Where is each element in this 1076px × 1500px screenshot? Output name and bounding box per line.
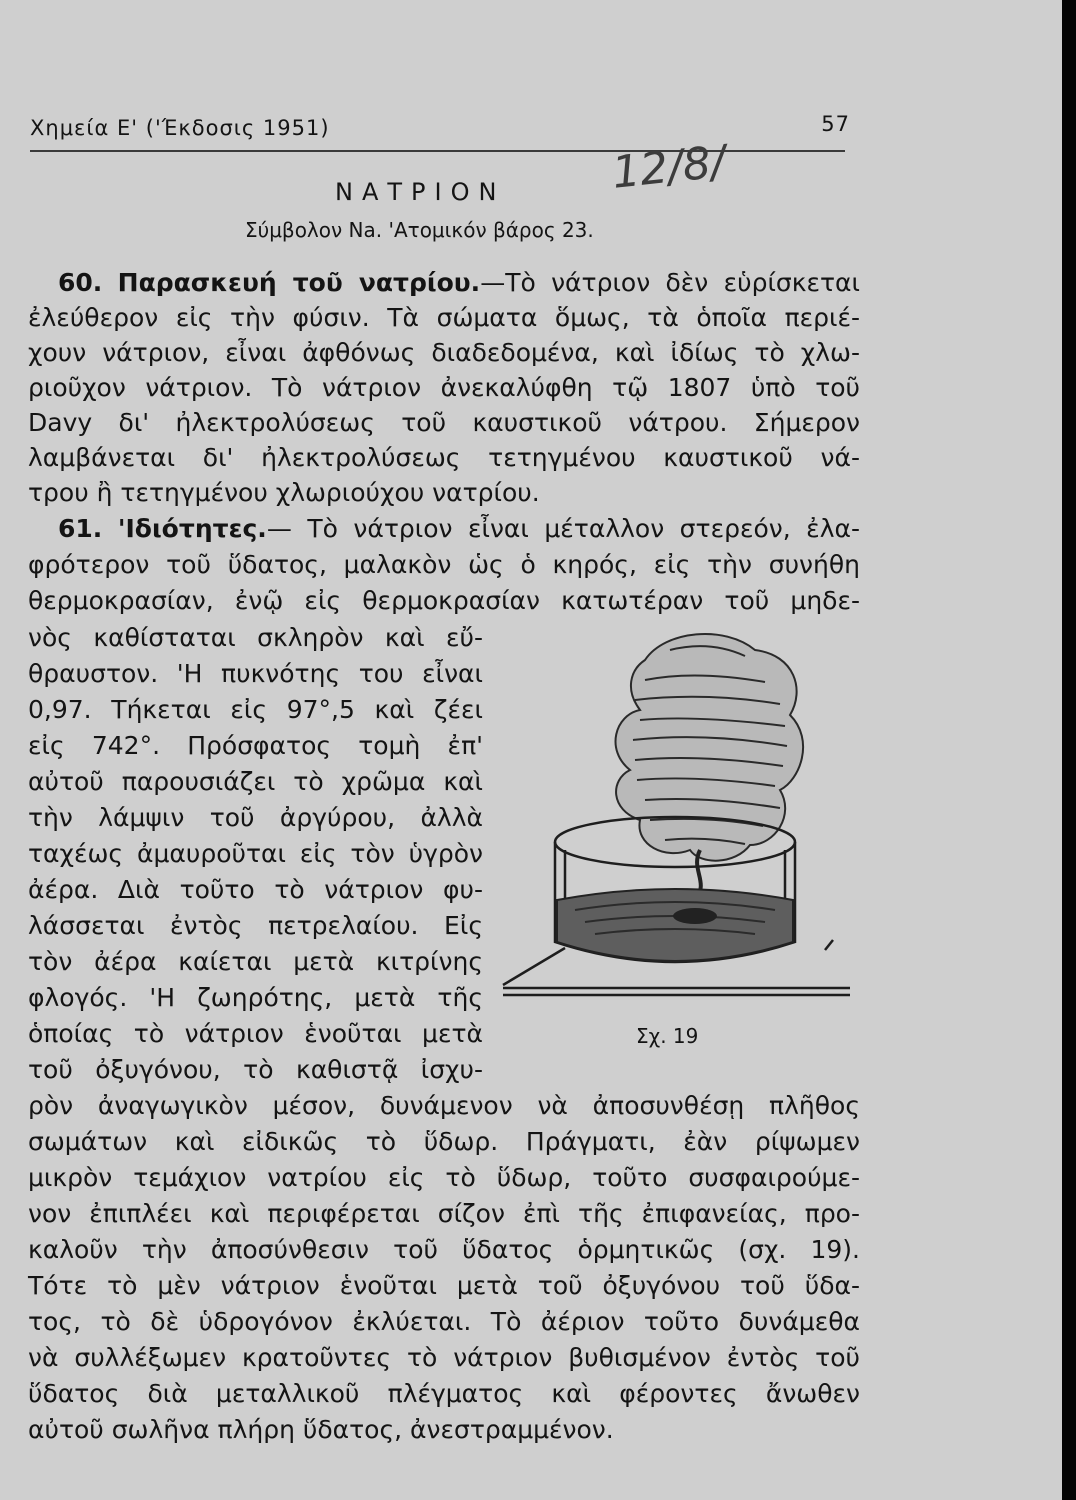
section-60-line-1-rest: —Τὸ νάτριον δὲν εὑρίσκεται <box>480 268 860 297</box>
paragraph-line: αὐτοῦ παρουσιάζει τὸ χρῶμα καὶ <box>28 767 483 796</box>
paragraph-line: Τότε τὸ μὲν νάτριον ἑνοῦται μετὰ τοῦ ὀξυγόνου τοῦ ὕδα- <box>28 1271 860 1300</box>
paragraph-line: χουν νάτριον, εἶναι ἀφθόνως διαδεδομένα, καὶ ἰδίως τὸ χλω- <box>28 338 860 367</box>
paragraph-line: ἀέρα. Διὰ τοῦτο τὸ νάτριον φυ- <box>28 875 483 904</box>
paragraph-line: θερμοκρασίαν, ἐνῷ εἰς θερμοκρασίαν κατωτέραν τοῦ μηδε- <box>28 586 860 615</box>
running-head <box>30 112 850 142</box>
paragraph-line: νὸς καθίσταται σκληρὸν καὶ εὔ- <box>28 623 483 652</box>
paragraph-line: λαμβάνεται δι' ἠλεκτρολύσεως τετηγμένου καυστικοῦ νά- <box>28 443 860 472</box>
paragraph-line: καλοῦν τὴν ἀποσύνθεσιν τοῦ ὕδατος ὁρμητικῶς (σχ. 19). <box>28 1235 860 1264</box>
paragraph-line: θραυστον. 'Η πυκνότης του εἶναι <box>28 659 483 688</box>
paragraph-line: Davy δι' ἠλεκτρολύσεως τοῦ καυστικοῦ νάτρου. Σήμερον <box>28 408 860 437</box>
paragraph-line: νὰ συλλέξωμεν κρατοῦντες τὸ νάτριον βυθισμένον ἐντὸς τοῦ <box>28 1343 860 1372</box>
sodium-in-water-illustration <box>495 620 865 1000</box>
paragraph-line: ἐλεύθερον εἰς τὴν φύσιν. Τὰ σώματα ὅμως, τὰ ὁποῖα περιέ- <box>28 303 860 332</box>
paragraph-line: μικρὸν τεμάχιον νατρίου εἰς τὸ ὕδωρ, τοῦτο συσφαιρούμε- <box>28 1163 860 1192</box>
paragraph-line: ταχέως ἀμαυροῦται εἰς τὸν ὑγρὸν <box>28 839 483 868</box>
paragraph-line: 0,97. Τήκεται εἰς 97°,5 καὶ ζέει <box>28 695 483 724</box>
paragraph-line: εἰς 742°. Πρόσφατος τομὴ ἐπ' <box>28 731 483 760</box>
paragraph-line: λάσσεται ἐντὸς πετρελαίου. Εἰς <box>28 911 483 940</box>
page-number: 57 <box>821 112 850 136</box>
paragraph-line: αὐτοῦ σωλῆνα πλήρη ὕδατος, ἀνεστραμμένον. <box>28 1415 614 1444</box>
water <box>557 889 793 961</box>
sodium-piece <box>673 908 717 924</box>
chapter-title: ΝΑΤΡΙΟΝ <box>335 178 506 206</box>
paragraph-line: ριοῦχον νάτριον. Τὸ νάτριον ἀνεκαλύφθη τῷ 1807 ὑπὸ τοῦ <box>28 373 860 402</box>
paragraph-line: νον ἐπιπλέει καὶ περιφέρεται σίζον ἐπὶ τῆς ἐπιφανείας, προ- <box>28 1199 860 1228</box>
section-61-number: 61. <box>58 514 103 543</box>
paragraph-line: τὸν ἀέρα καίεται μετὰ κιτρίνης <box>28 947 483 976</box>
section-61-line-1-rest: — Τὸ νάτριον εἶναι μέταλλον στερεόν, ἐλα- <box>266 514 860 543</box>
figure-caption: Σχ. 19 <box>636 1024 699 1048</box>
scan-edge <box>1062 0 1076 1500</box>
section-60-number: 60. <box>58 268 103 297</box>
paragraph-line: τοῦ ὀξυγόνου, τὸ καθιστᾷ ἰσχυ- <box>28 1055 483 1084</box>
paragraph-line: σωμάτων καὶ εἰδικῶς τὸ ὕδωρ. Πράγματι, ἐὰν ρίψωμεν <box>28 1127 860 1156</box>
section-61-first-line <box>58 512 860 546</box>
chapter-subtitle: Σύμβολον Na. 'Ατομικόν βάρος 23. <box>245 218 594 242</box>
paragraph-line: τρου ἢ τετηγμένου χλωριούχου νατρίου. <box>28 478 540 507</box>
paragraph-line: ὁποίας τὸ νάτριον ἑνοῦται μετὰ <box>28 1019 483 1048</box>
paragraph-line: ὕδατος διὰ μεταλλικοῦ πλέγματος καὶ φέροντες ἄνωθεν <box>28 1379 860 1408</box>
smoke-cloud <box>616 634 804 861</box>
handwritten-note: 12/8/ <box>609 136 728 199</box>
section-60-heading: Παρασκευή τοῦ νατρίου. <box>117 268 481 297</box>
paragraph-line: ρὸν ἀναγωγικὸν μέσον, δυνάμενον νὰ ἀποσυνθέσῃ πλῆθος <box>28 1091 860 1120</box>
book-title: Χημεία Ε' ('Έκδοσις 1951) <box>30 116 330 140</box>
paragraph-line: φρότερον τοῦ ὕδατος, μαλακὸν ὡς ὁ κηρός, εἰς τὴν συνήθη <box>28 550 860 579</box>
section-61-heading: 'Ιδιότητες. <box>117 514 267 543</box>
paragraph-line: φλογός. 'Η ζωηρότης, μετὰ τῆς <box>28 983 483 1012</box>
paragraph-line: τὴν λάμψιν τοῦ ἀργύρου, ἀλλὰ <box>28 803 483 832</box>
section-60-first-line <box>58 266 860 300</box>
paragraph-line: τος, τὸ δὲ ὑδρογόνον ἐκλύεται. Τὸ ἀέριον τοῦτο δυνάμεθα <box>28 1307 860 1336</box>
